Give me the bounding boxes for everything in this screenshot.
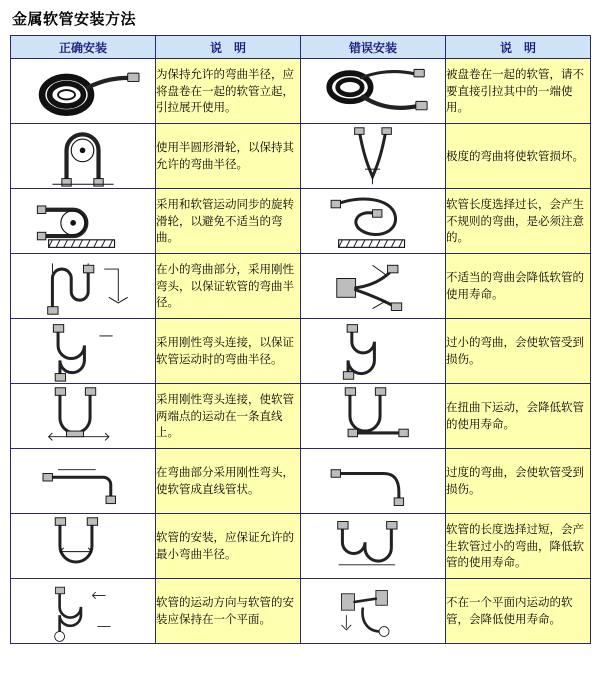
header-wrong-installation: 错误安装 bbox=[301, 36, 446, 59]
table-row bbox=[11, 579, 591, 644]
row-correct-text: 软管的安装，应保证允许的最小弯曲半径。 bbox=[156, 514, 301, 579]
long-hose-irregular-bend-icon bbox=[301, 189, 446, 254]
row-wrong-text: 过小的弯曲，会使软管受到损伤。 bbox=[446, 319, 591, 384]
row-correct-text: 采用刚性弯头连接，使软管两端点的运动在一条直线上。 bbox=[156, 384, 301, 449]
same-plane-movement-icon bbox=[11, 579, 156, 644]
row-correct-text: 在小的弯曲部分，采用刚性弯头，以保证软管的弯曲半径。 bbox=[156, 254, 301, 319]
semicircular-pulley-icon bbox=[11, 124, 156, 189]
row-wrong-text: 软管长度选择过长，会产生不规则的弯曲，是必须注意的。 bbox=[446, 189, 591, 254]
row-correct-text: 软管的运动方向与软管的安装应保持在一个平面。 bbox=[156, 579, 301, 644]
improper-bend-icon bbox=[301, 254, 446, 319]
different-plane-movement-icon bbox=[301, 579, 446, 644]
rigid-elbow-small-bend-icon bbox=[11, 254, 156, 319]
page-title: 金属软管安装方法 bbox=[12, 10, 137, 28]
table-row bbox=[11, 449, 591, 514]
long-hose-small-bend-icon bbox=[301, 514, 446, 579]
table-row bbox=[11, 319, 591, 384]
rotating-pulley-chain-icon bbox=[11, 189, 156, 254]
row-wrong-text: 不适当的弯曲会降低软管的使用寿命。 bbox=[446, 254, 591, 319]
excessive-bend-icon bbox=[301, 449, 446, 514]
row-correct-text: 采用刚性弯头连接，以保证软管运动时的弯曲半径。 bbox=[156, 319, 301, 384]
table-header-row bbox=[11, 36, 591, 59]
row-wrong-text: 极度的弯曲将使软管损坏。 bbox=[446, 124, 591, 189]
row-wrong-text: 不在一个平面内运动的软管，会降低使用寿命。 bbox=[446, 579, 591, 644]
table-row bbox=[11, 514, 591, 579]
coiled-hose-pulled-icon bbox=[301, 59, 446, 124]
row-correct-text: 为保持允许的弯曲半径，应将盘卷在一起的软管立起，引拉展开使用。 bbox=[156, 59, 301, 124]
row-correct-text: 在弯曲部分采用刚性弯头，使软管成直线管状。 bbox=[156, 449, 301, 514]
rigid-elbow-u-bend-icon bbox=[11, 319, 156, 384]
sharp-bend-hose-icon bbox=[301, 124, 446, 189]
table-row bbox=[11, 254, 591, 319]
table-row bbox=[11, 189, 591, 254]
row-wrong-text: 软管的长度选择过短，会产生软管过小的弯曲，降低软管的使用寿命。 bbox=[446, 514, 591, 579]
u-bend-min-radius-icon bbox=[11, 514, 156, 579]
table-row bbox=[11, 384, 591, 449]
header-wrong-description: 说 明 bbox=[446, 36, 591, 59]
row-correct-text: 采用和软管运动同步的旋转滑轮，以避免不适当的弯曲。 bbox=[156, 189, 301, 254]
too-small-bend-icon bbox=[301, 319, 446, 384]
hose-installation-table bbox=[10, 35, 591, 644]
straight-pipe-rigid-elbow-icon bbox=[11, 449, 156, 514]
row-wrong-text: 被盘卷在一起的软管，请不要直接引拉其中的一端使用。 bbox=[446, 59, 591, 124]
table-row bbox=[11, 59, 591, 124]
row-wrong-text: 过度的弯曲，会使软管受到损伤。 bbox=[446, 449, 591, 514]
header-correct-installation: 正确安装 bbox=[11, 36, 156, 59]
coiled-hose-vertical-icon bbox=[11, 59, 156, 124]
table-row bbox=[11, 124, 591, 189]
u-shape-straight-line-icon bbox=[11, 384, 156, 449]
header-correct-description: 说 明 bbox=[156, 36, 301, 59]
row-wrong-text: 在扭曲下运动，会降低软管的使用寿命。 bbox=[446, 384, 591, 449]
torsion-bend-icon bbox=[301, 384, 446, 449]
row-correct-text: 使用半圆形滑轮，以保持其允许的弯曲半径。 bbox=[156, 124, 301, 189]
